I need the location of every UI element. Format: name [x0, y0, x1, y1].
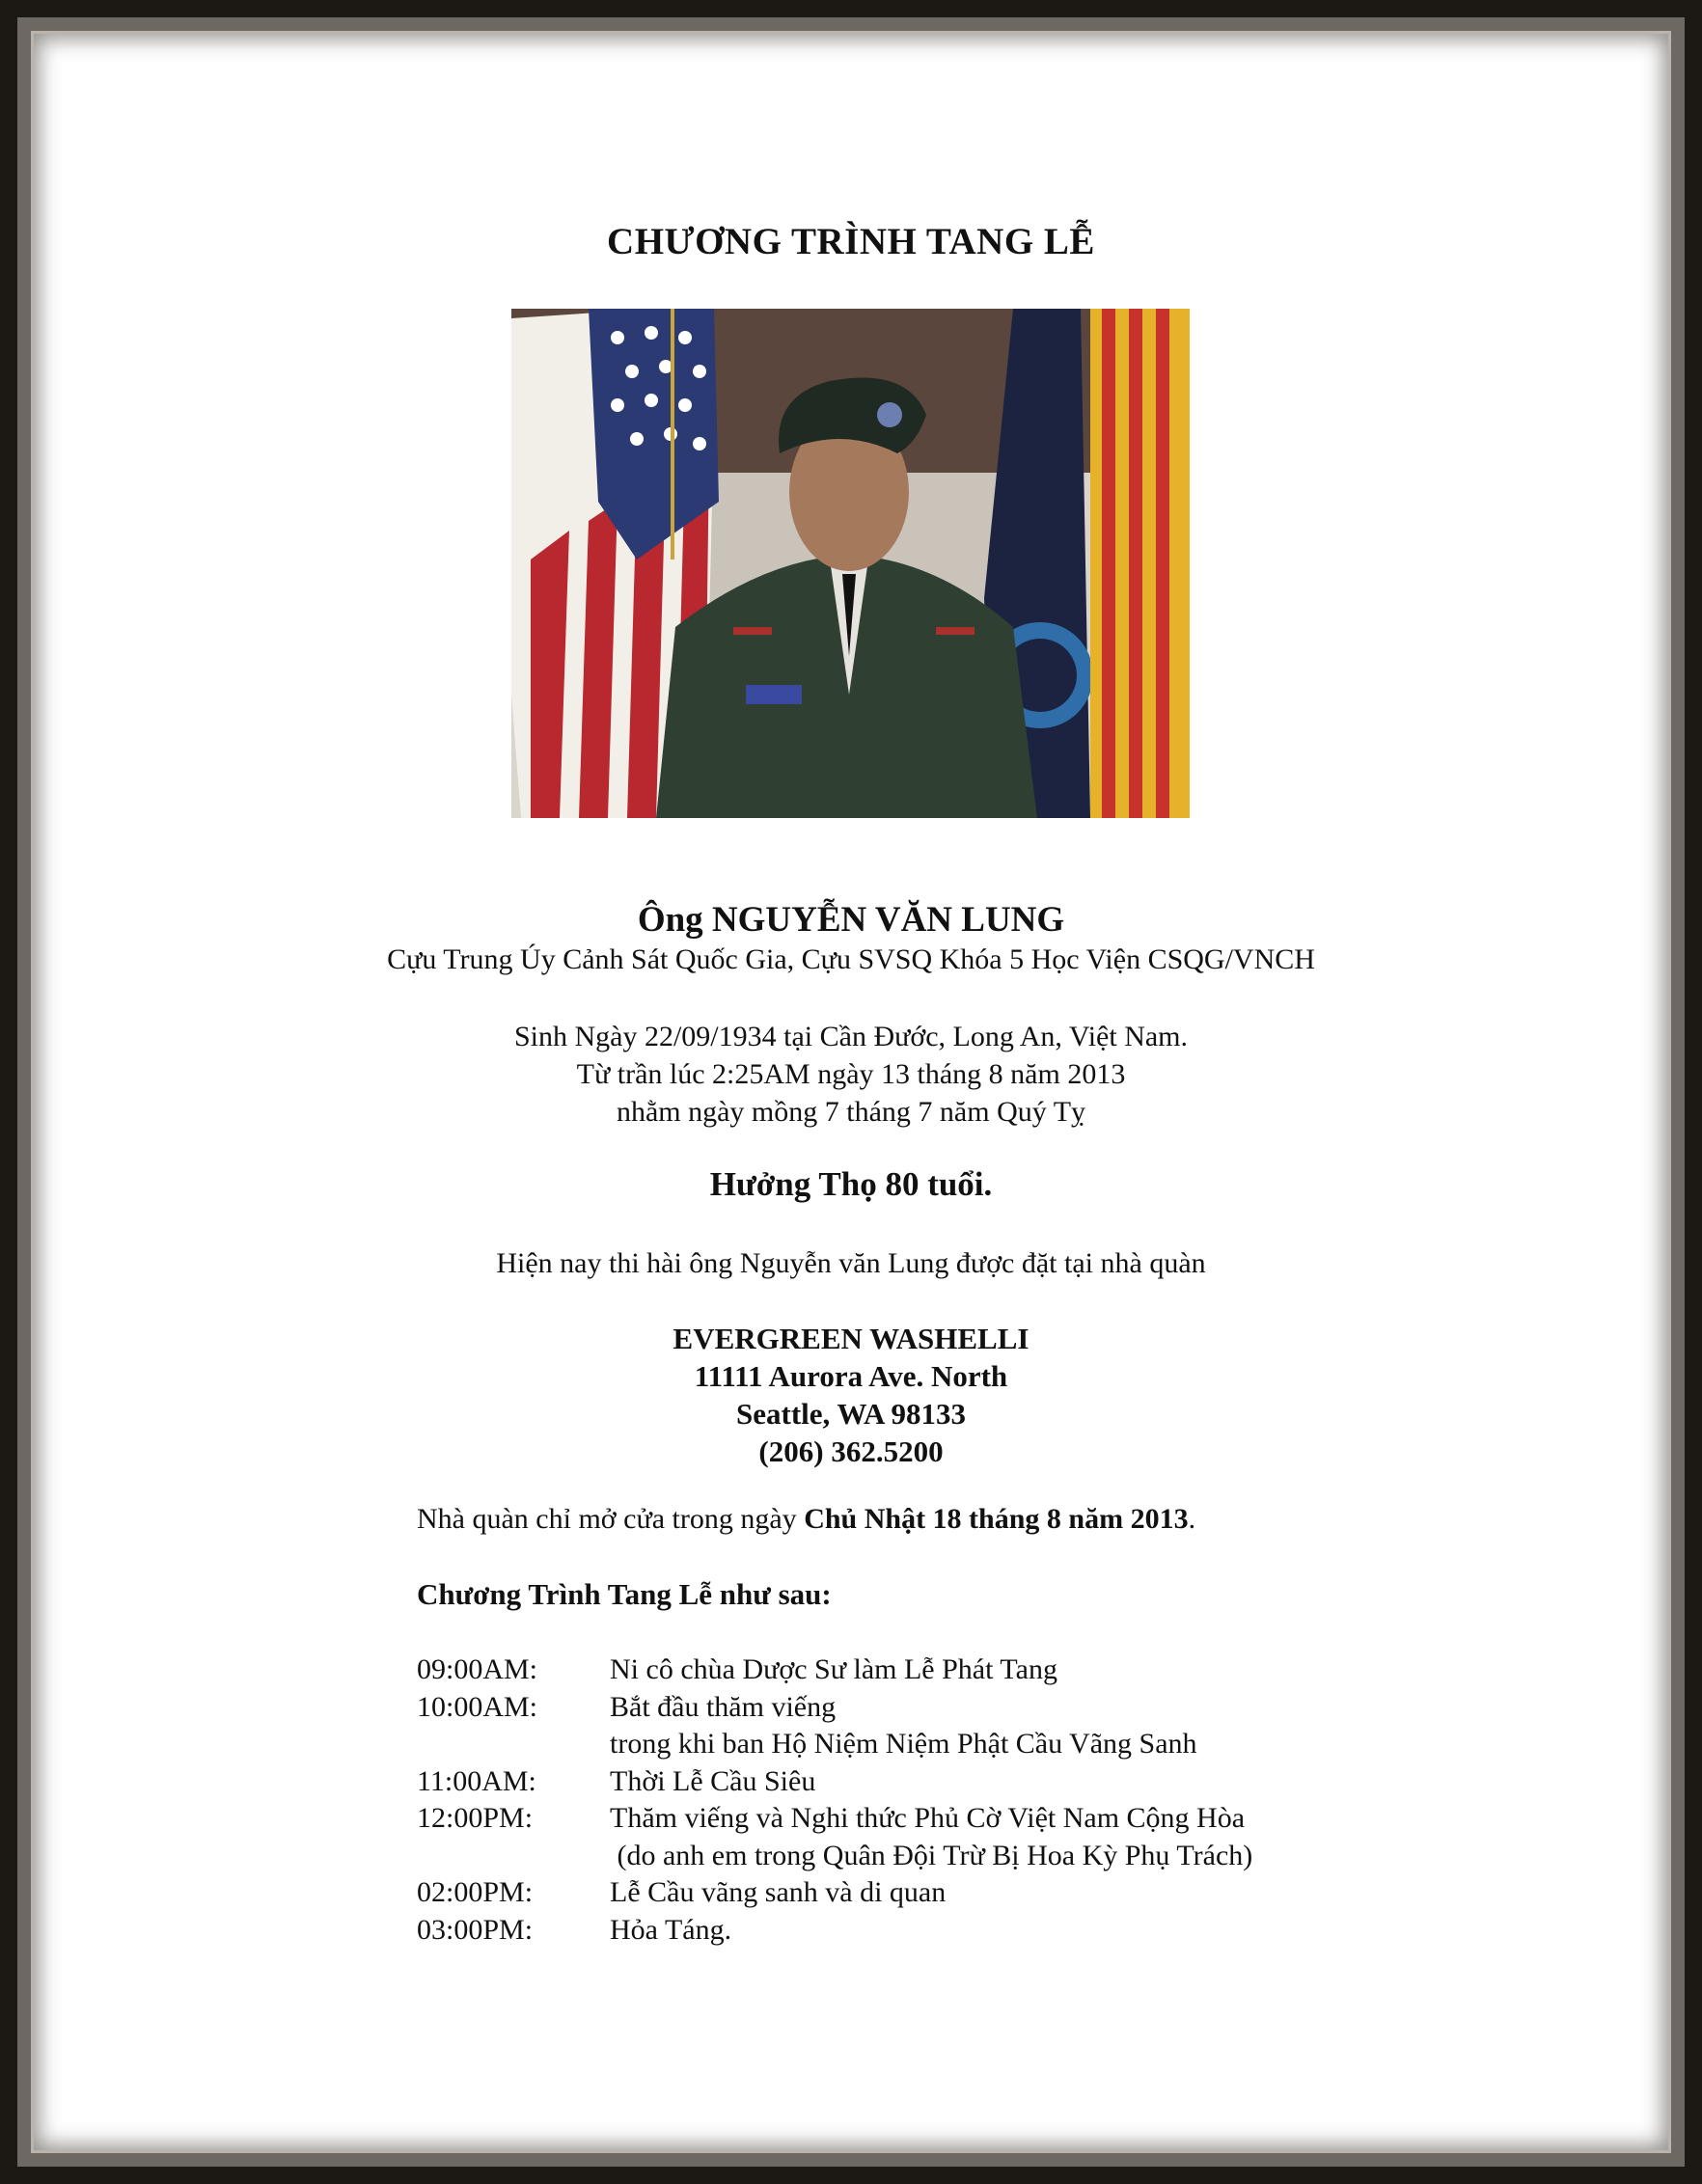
- schedule-desc: (do anh em trong Quân Đội Trừ Bị Hoa Kỳ Phụ Trách): [610, 1839, 1253, 1871]
- schedule-time: 03:00PM:: [417, 1913, 534, 1946]
- lunar-date-line: nhằm ngày mồng 7 tháng 7 năm Quý Tỵ: [616, 1096, 1086, 1128]
- opening-line: [417, 1503, 1195, 1536]
- venue-city: Seattle, WA 98133: [736, 1397, 966, 1431]
- venue-block: [0, 1320, 1702, 1470]
- schedule-time: 11:00AM:: [417, 1764, 536, 1797]
- schedule-row: [417, 1912, 1252, 1950]
- schedule-row: [417, 1800, 1252, 1874]
- schedule-desc: Bắt đầu thăm viếng: [610, 1690, 837, 1723]
- venue-street: 11111 Aurora Ave. North: [694, 1359, 1008, 1393]
- venue-phone: (206) 362.5200: [758, 1434, 944, 1468]
- schedule-desc: Thăm viếng và Nghi thức Phủ Cờ Việt Nam Cộng Hòa: [610, 1802, 1246, 1834]
- birth-line: Sinh Ngày 22/09/1934 tại Cần Đước, Long An, Việt Nam.: [513, 1021, 1189, 1052]
- deceased-subtitle: Cựu Trung Úy Cảnh Sát Quốc Gia, Cựu SVSQ Khóa 5 Học Viện CSQG/VNCH: [387, 943, 1315, 975]
- opening-date: Chủ Nhật 18 tháng 8 năm 2013: [804, 1503, 1189, 1535]
- deceased-name: Ông NGUYỄN VĂN LUNG: [637, 900, 1065, 940]
- schedule-row: [417, 1763, 1252, 1801]
- schedule-row: [417, 1689, 1252, 1763]
- schedule-desc: Thời Lễ Cầu Siêu: [610, 1764, 816, 1797]
- schedule-list: [417, 1652, 1252, 1949]
- location-note: Hiện nay thi hài ông Nguyễn văn Lung được đặt tại nhà quàn: [496, 1247, 1206, 1279]
- bio-block: [0, 1018, 1702, 1131]
- schedule-time: 12:00PM:: [417, 1802, 534, 1834]
- venue-name: EVERGREEN WASHELLI: [673, 1322, 1029, 1355]
- schedule-time: 02:00PM:: [417, 1876, 534, 1908]
- death-line: Từ trần lúc 2:25AM ngày 13 tháng 8 năm 2013: [576, 1058, 1126, 1090]
- schedule-desc: Lễ Cầu vãng sanh và di quan: [610, 1876, 947, 1908]
- schedule-row: [417, 1874, 1252, 1912]
- schedule-title: Chương Trình Tang Lễ như sau:: [417, 1577, 832, 1611]
- schedule-desc: Hỏa Táng.: [610, 1913, 732, 1946]
- schedule-desc: Ni cô chùa Dược Sư làm Lễ Phát Tang: [610, 1653, 1057, 1685]
- schedule-time: 09:00AM:: [417, 1653, 538, 1685]
- page-title: CHƯƠNG TRÌNH TANG LỄ: [607, 221, 1095, 262]
- opening-prefix: Nhà quàn chỉ mở cửa trong ngày: [417, 1503, 805, 1535]
- schedule-desc: trong khi ban Hộ Niệm Niệm Phật Cầu Vãng Sanh: [610, 1728, 1197, 1760]
- schedule-time: 10:00AM:: [417, 1690, 538, 1723]
- portrait-photo: [511, 309, 1190, 818]
- opening-suffix: .: [1188, 1503, 1196, 1535]
- age-line: Hưởng Thọ 80 tuổi.: [709, 1165, 993, 1203]
- schedule-row: [417, 1652, 1252, 1689]
